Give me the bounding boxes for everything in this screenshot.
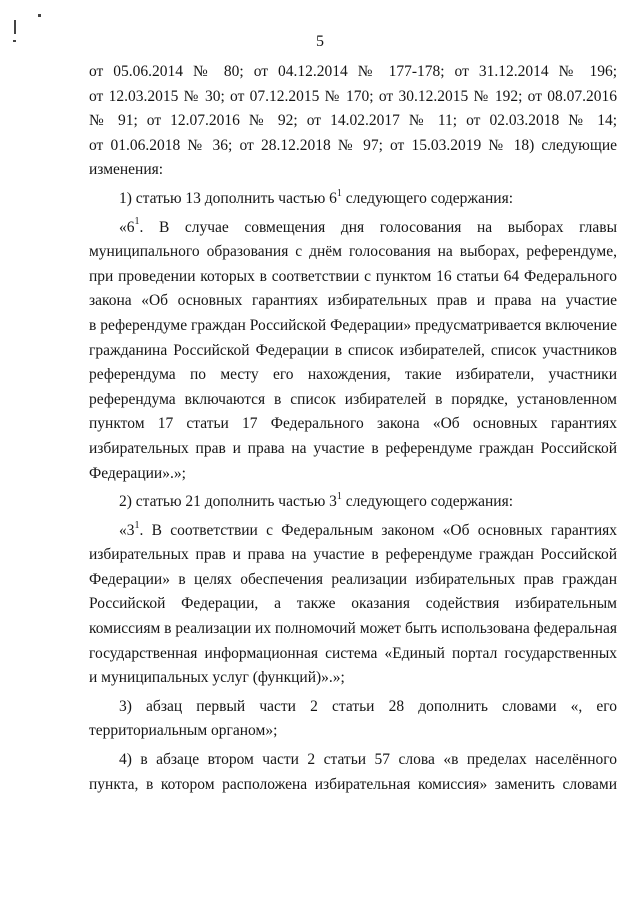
text-fragment: «6: [119, 218, 135, 236]
text-fragment: . В случае совмещения дня голосования на выборах главы: [139, 218, 617, 236]
text-line: комиссиям в реализации их полномочий может быть использована федеральная: [89, 620, 617, 638]
scan-artifact: [38, 14, 41, 17]
text-line: референдума по месту его нахождения, такие избиратели, участники: [89, 366, 617, 384]
text-line: избирательных прав и права на участие в референдуме граждан Российской: [89, 546, 617, 564]
text-line: Российской Федерации, а также оказания содействия избирательным: [89, 595, 617, 613]
text-line: закона «Об основных гарантиях избирательных прав и права на участие: [89, 292, 617, 310]
list-item-3: 3) абзац первый части 2 статьи 28 дополнить словами «, его: [119, 697, 617, 715]
text-fragment: . В соответствии с Федеральным законом «Об основных гарантиях: [139, 521, 617, 539]
text-line: избирательных прав и права на участие в референдуме граждан Российской: [89, 439, 617, 457]
text-fragment: 2) статью 21 дополнить частью 3: [119, 493, 337, 511]
text-line: пункта, в котором расположена избирательная комиссия» заменить словами: [89, 775, 617, 793]
text-line: гражданина Российской Федерации в список избирателей, список участников: [89, 341, 617, 359]
text-line: изменения:: [89, 161, 164, 179]
text-line: от 05.06.2014 № 80; от 04.12.2014 № 177-178; от 31.12.2014 № 196;: [89, 63, 617, 80]
superscript: 1: [134, 216, 140, 228]
text-line: при проведении которых в соответствии с пунктом 16 статьи 64 Федерального: [89, 267, 617, 285]
text-line: № 91; от 12.07.2016 № 92; от 14.02.2017 № 11; от 02.03.2018 № 14;: [89, 112, 617, 130]
list-item-1: [89, 187, 617, 212]
superscript: 1: [134, 519, 140, 531]
text-line: от 12.03.2015 № 30; от 07.12.2015 № 170; от 30.12.2015 № 192; от 08.07.2016: [89, 87, 617, 105]
document-body: [89, 60, 617, 797]
text-line: от 01.06.2018 № 36; от 28.12.2018 № 97; от 15.03.2019 № 18) следующие: [89, 136, 617, 154]
scan-artifact: [14, 20, 16, 34]
quote-first-line: [89, 216, 617, 241]
text-line: территориальным органом»;: [89, 722, 278, 740]
text-fragment: «3: [119, 521, 135, 539]
page-number: 5: [316, 33, 324, 50]
text-line: государственная информационная система «Единый портал государственных: [89, 644, 617, 662]
quote-first-line: [89, 519, 617, 544]
text-line: референдума включаются в список избирателей в порядке, установленном: [89, 390, 617, 408]
text-line: муниципального образования с днём голосования на выборах, референдуме,: [89, 243, 617, 261]
text-line: Федерации».»;: [89, 464, 186, 482]
superscript: 1: [336, 187, 342, 199]
text-fragment: следующего содержания:: [341, 493, 514, 511]
list-item-2: [89, 490, 617, 515]
superscript: 1: [336, 490, 342, 502]
text-line: в референдуме граждан Российской Федерации» предусматривается включение: [89, 316, 617, 334]
text-line: Федерации» в целях обеспечения реализации избирательных прав граждан: [89, 570, 617, 588]
text-line: и муниципальных услуг (функций)».»;: [89, 669, 345, 687]
text-fragment: следующего содержания:: [341, 189, 514, 207]
text-line: пунктом 17 статьи 17 Федерального закона «Об основных гарантиях: [89, 415, 617, 433]
list-item-4: 4) в абзаце втором части 2 статьи 57 слова «в пределах населённого: [119, 751, 617, 769]
text-fragment: 1) статью 13 дополнить частью 6: [119, 189, 337, 207]
